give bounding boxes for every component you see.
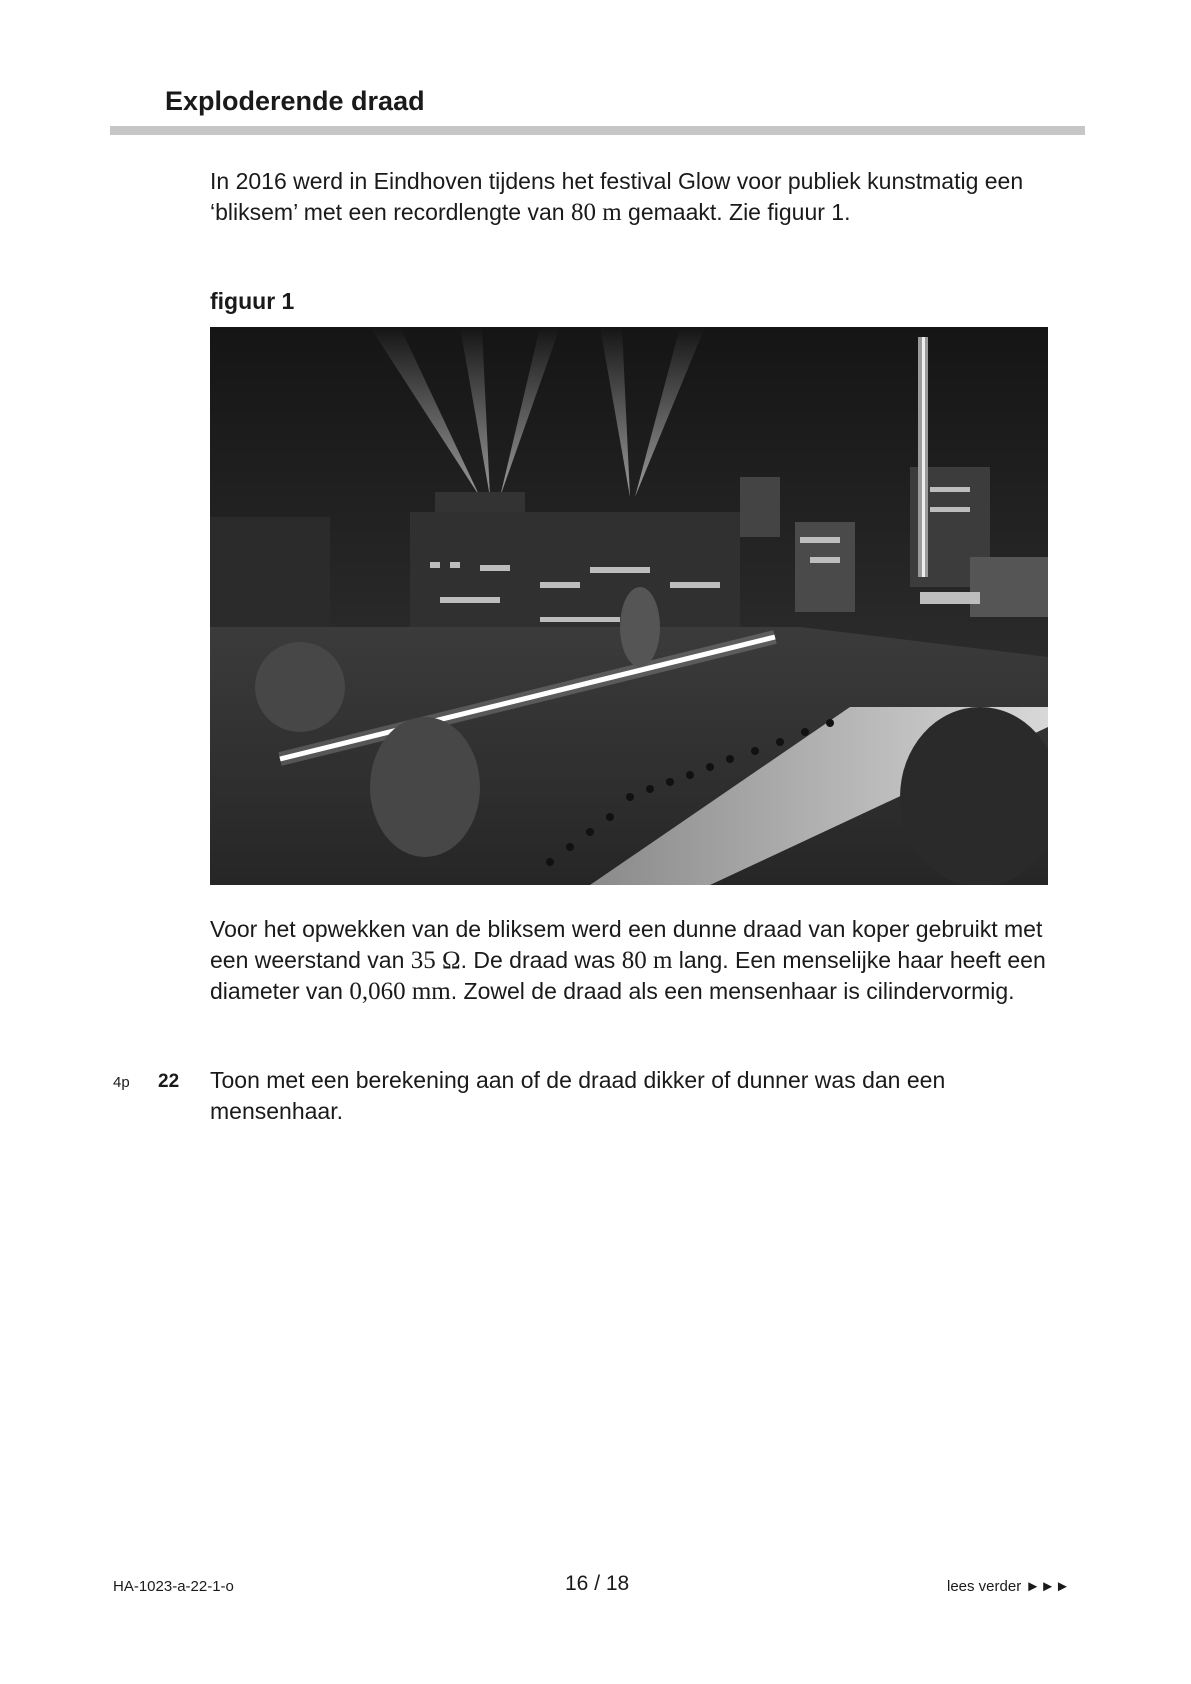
- body-text-1: Voor het opwekken van de bliksem werd een dunne draad van koper gebruikt met een weerstand van: [210, 916, 1043, 973]
- figure-label: figuur 1: [210, 288, 295, 314]
- question-text: Toon met een berekening aan of de draad dikker of dunner was dan een mensenhaar.: [210, 1067, 946, 1124]
- section-title: Exploderende draad: [165, 86, 425, 116]
- body-paragraph: [210, 914, 1060, 1007]
- resistance-value: 35 Ω: [410, 947, 461, 974]
- body-text-3: lang. Een menselijke haar heeft een diameter van: [210, 947, 1046, 1004]
- intro-text-2: gemaakt. Zie figuur 1.: [621, 199, 851, 225]
- diameter-value: 0,060 mm: [349, 978, 451, 1005]
- intro-text-1: In 2016 werd in Eindhoven tijdens het festival Glow voor publiek kunstmatig een ‘bliksem’ met een recordlengte van: [210, 168, 1024, 225]
- wire-length-value: 80 m: [621, 947, 673, 974]
- question-number: 22: [158, 1071, 180, 1092]
- footer-code: HA-1023-a-22-1-o: [113, 1578, 234, 1595]
- footer-page-number: 16 / 18: [565, 1572, 630, 1595]
- lit-tower: [918, 337, 928, 577]
- title-rule: [110, 126, 1085, 135]
- figure-photo: [210, 327, 1048, 885]
- footer-continue: lees verder ►►►: [947, 1578, 1070, 1595]
- intro-paragraph: [210, 166, 1060, 228]
- intro-length-value: 80 m: [570, 199, 622, 226]
- body-text-2: . De draad was: [460, 947, 622, 973]
- body-text-4: . Zowel de draad als een mensenhaar is cilindervormig.: [450, 978, 1015, 1004]
- question-points: 4p: [113, 1074, 130, 1091]
